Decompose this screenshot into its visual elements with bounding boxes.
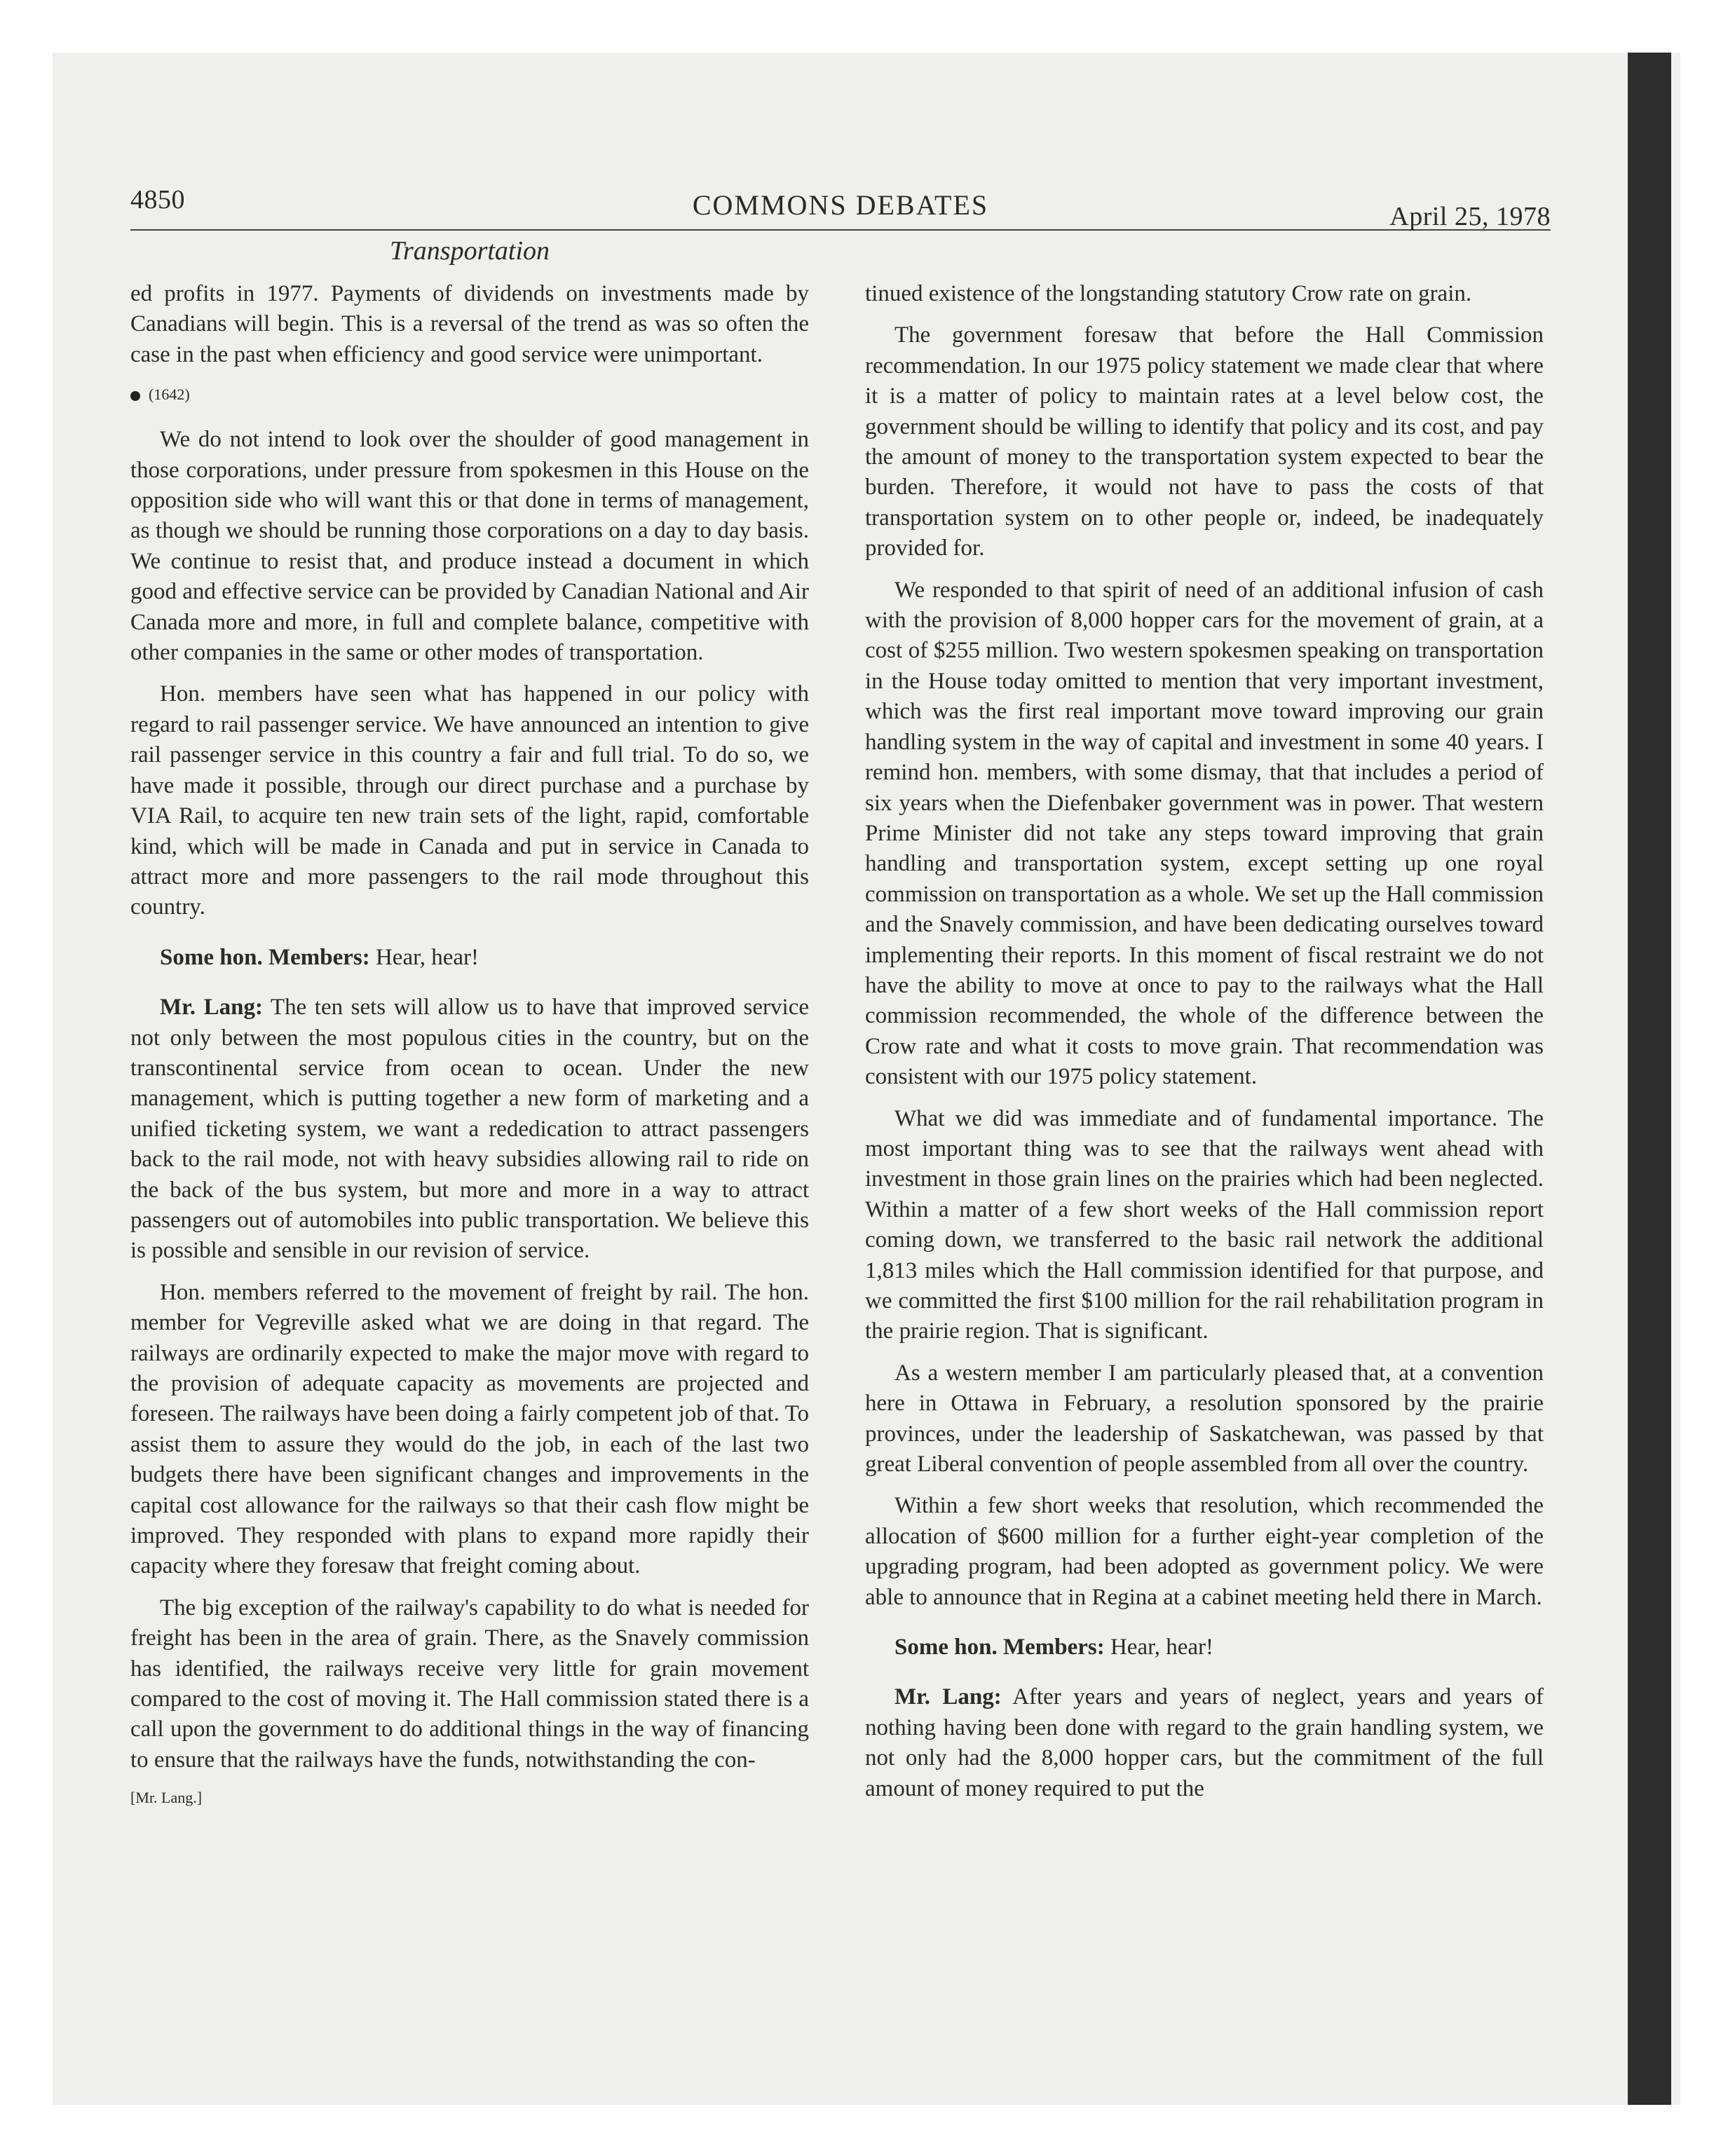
speech-paragraph xyxy=(865,1682,1544,1804)
paragraph: Hon. members referred to the movement of freight by rail. The hon. member for Vegreville asked what we are doing in that regard. The railways are ordinarily expected to make the major move with regard to the provision of adequate capacity as movements are projected and foreseen. The railways have been doing a fairly competent job of that. To assist them to assure they would do the job, in each of the last two budgets there have been significant changes and improvements in the capital cost allowance for the railways so that their cash flow might be improved. They responded with plans to expand more rapidly their capacity where they foresaw that freight coming about. xyxy=(130,1279,809,1579)
speech-text: After years and years of neglect, years and years of nothing having been done with regard to the grain handling system, we not only had the 8,000 hopper cars, but the commitment of the full amount of money required to put the xyxy=(865,1684,1544,1801)
paragraph: What we did was immediate and of fundamental importance. The most important thing was to see that the railways went ahead with investment in those grain lines on the prairies which had been neglected. Within a matter of a few short weeks of the Hall commission report coming down, we transferred to the basic rail network the additional 1,813 miles which the Hall commission identified for that purpose, and we committed the first $100 million for the rail rehabilitation program in the prairie region. That is significant. xyxy=(865,1105,1544,1344)
speaker-name: Some hon. Members: xyxy=(160,944,370,970)
section-title: Transportation xyxy=(389,236,550,266)
interjection xyxy=(865,1632,1544,1663)
interjection xyxy=(130,943,809,973)
interjection-text: Hear, hear! xyxy=(375,944,479,970)
bullet-icon xyxy=(130,391,140,401)
journal-title: COMMONS DEBATES xyxy=(692,189,989,221)
speaker-name: Mr. Lang: xyxy=(160,995,263,1021)
left-column xyxy=(130,279,809,1808)
paragraph: We responded to that spirit of need of an additional infusion of cash with the provision of 8,000 hopper cars for the movement of grain, at a cost of $255 million. Two western spokesmen speaking on transportation in the House today omitted to mention that very important investment, which was the first real important move toward improving our grain handling system in the way of capital and investment in some 40 years. I remind hon. members, with some dismay, that that includes a period of six years when the Diefenbaker government was in power. That western Prime Minister did not take any steps toward improving that grain handling and transportation system, except setting up one royal commission on transportation as a whole. We set up the Hall commission and the Snavely commission, and have been dedicating ourselves toward implementing their reports. In this moment of fiscal restraint we do not have the ability to move at once to pay to the railways what the Hall commission recommended, the whole of the difference between the Crow rate and what it costs to move grain. That recommendation was consistent with our 1975 policy statement. xyxy=(865,577,1544,1090)
paragraph: ed profits in 1977. Payments of dividends on investments made by Canadians will begin. This is a reversal of the trend as was so often the case in the past when efficiency and good service were unimportant. xyxy=(130,281,809,367)
page-number: 4850 xyxy=(130,185,185,214)
speech-paragraph xyxy=(130,992,809,1267)
speaker-name: Some hon. Members: xyxy=(894,1635,1105,1660)
paragraph: We do not intend to look over the shoulder of good management in those corporations, under pressure from spokesmen in this House on the opposition side who will want this or that done in terms of management, as though we should be running those corporations on a day to day basis. We continue to resist that, and produce instead a document in which good and effective service can be provided by Canadian National and Air Canada more and more, in full and complete balance, competitive with other companies in the same or other modes of transportation. xyxy=(130,427,809,666)
paragraph: The government foresaw that before the Hall Commission recommendation. In our 1975 policy statement we made clear that where it is a matter of policy to maintain rates at a level below cost, the government should be willing to identify that policy and its cost, and pay the amount of money to the transportation system expected to bear the burden. Therefore, it would not have to pass the costs of that transportation system on to other people or, indeed, be inadequately provided for. xyxy=(865,322,1544,561)
paragraph: Within a few short weeks that resolution, which recommended the allocation of $600 million for a further eight-year completion of the upgrading program, had been adopted as government policy. We were able to announce that in Regina at a cabinet meeting held there in March. xyxy=(865,1493,1544,1610)
right-column xyxy=(865,279,1544,1815)
time-marker xyxy=(130,384,809,405)
paragraph: Hon. members have seen what has happened in our policy with regard to rail passenger service. We have announced an intention to give rail passenger service in this country a fair and full trial. To do so, we have made it possible, through our direct purchase and a purchase by VIA Rail, to acquire ten new train sets of the light, rapid, comfortable kind, which will be made in Canada and put in service in Canada to attract more and more passengers to the rail mode throughout this country. xyxy=(130,681,809,920)
page-header xyxy=(130,179,1551,231)
issue-date: April 25, 1978 xyxy=(1389,202,1551,231)
paragraph: As a western member I am particularly pleased that, at a convention here in Ottawa in February, a resolution sponsored by the prairie provinces, under the leadership of Saskatchewan, was passed by that great Liberal convention of people assembled from all over the country. xyxy=(865,1360,1544,1478)
paragraph: tinued existence of the longstanding statutory Crow rate on grain. xyxy=(865,281,1472,306)
paragraph: The big exception of the railway's capability to do what is needed for freight has been in the area of grain. There, as the Snavely commission has identified, the railways receive very little for grain movement compared to the cost of moving it. The Hall commission stated there is a call upon the government to do additional things in the way of financing to ensure that the railways have the funds, notwithstanding the con- xyxy=(130,1595,809,1773)
time-marker-text: (1642) xyxy=(149,386,190,404)
speaker-attribution: [Mr. Lang.] xyxy=(130,1789,203,1807)
speaker-name: Mr. Lang: xyxy=(894,1684,1002,1710)
scan-edge-shadow xyxy=(1628,53,1671,2105)
speech-text: The ten sets will allow us to have that improved service not only between the most populous cities in the country, but on the transcontinental service from ocean to ocean. Under the new management, which is putting together a new form of marketing and a unified ticketing system, we want a rededication to attract passengers back to the rail mode, not with heavy subsidies allowing rail to ride on the back of the bus system, but more and more in a way to attract passengers out of automobiles into public transportation. We believe this is possible and sensible in our revision of service. xyxy=(130,995,809,1264)
interjection-text: Hear, hear! xyxy=(1110,1635,1214,1660)
